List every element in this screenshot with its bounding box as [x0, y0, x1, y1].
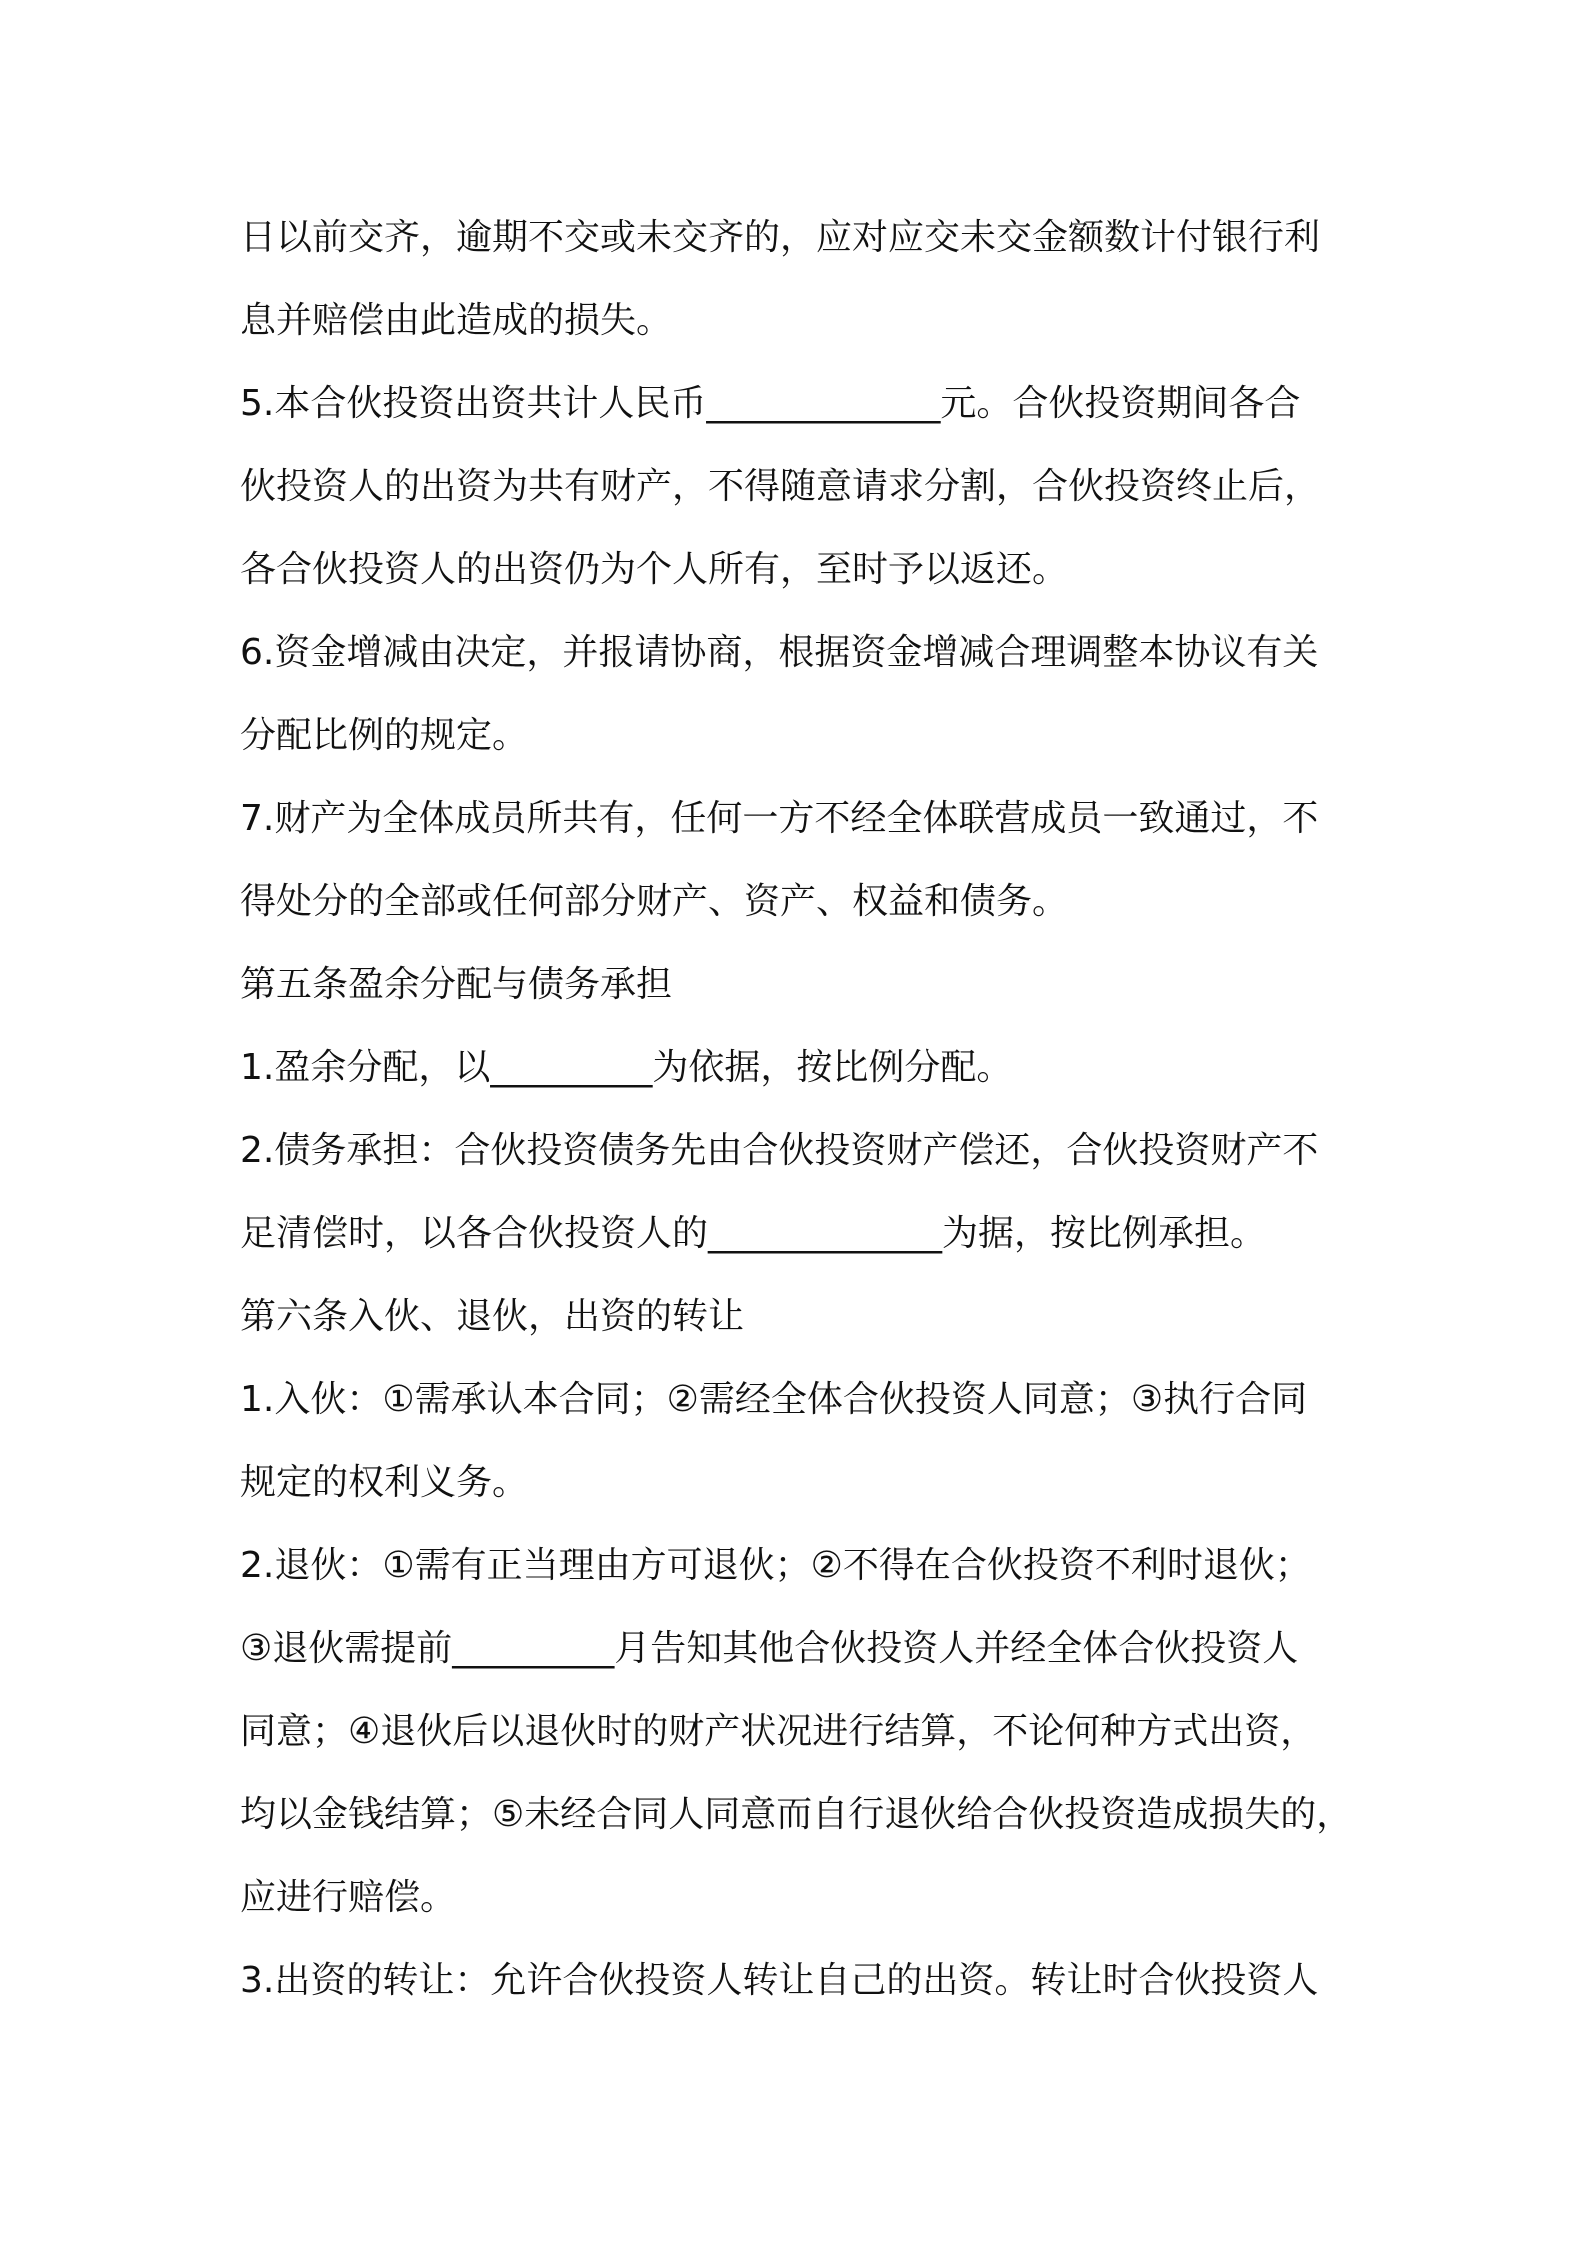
text-line-15: 1.入伙：①需承认本合同；②需经全体合伙投资人同意；③执行合同 — [240, 1379, 1308, 1420]
section-heading-6: 第六条入伙、退伙，出资的转让 — [240, 1296, 745, 1337]
text-line-7: 分配比例的规定。 — [240, 715, 529, 756]
text-line-11: 1.盈余分配，以_________为依据，按比例分配。 — [240, 1047, 1013, 1088]
text-line-8: 7.财产为全体成员所共有，任何一方不经全体联营成员一致通过，不 — [240, 798, 1319, 839]
text-line-19: 同意；④退伙后以退伙时的财产状况进行结算，不论何种方式出资， — [240, 1711, 1317, 1752]
text-line-17: 2.退伙：①需有正当理由方可退伙；②不得在合伙投资不利时退伙； — [240, 1545, 1311, 1586]
text-line-2: 息并赔偿由此造成的损失。 — [240, 300, 673, 341]
text-line-9: 得处分的全部或任何部分财产、资产、权益和债务。 — [240, 881, 1069, 922]
text-line-4: 伙投资人的出资为共有财产，不得随意请求分割，合伙投资终止后， — [240, 466, 1321, 507]
text-line-12: 2.债务承担：合伙投资债务先由合伙投资财产偿还，合伙投资财产不 — [240, 1130, 1319, 1171]
text-line-1: 日以前交齐，逾期不交或未交齐的，应对应交未交金额数计付银行利 — [240, 217, 1321, 258]
text-line-5: 各合伙投资人的出资仍为个人所有，至时予以返还。 — [240, 549, 1069, 590]
text-line-22: 3.出资的转让：允许合伙投资人转让自己的出资。转让时合伙投资人 — [240, 1960, 1319, 2001]
section-heading-5: 第五条盈余分配与债务承担 — [240, 964, 673, 1005]
text-line-20: 均以金钱结算；⑤未经合同人同意而自行退伙给合伙投资造成损失的， — [240, 1794, 1353, 1835]
text-line-21: 应进行赔偿。 — [240, 1877, 457, 1918]
text-line-13: 足清偿时，以各合伙投资人的_____________为据，按比例承担。 — [240, 1213, 1267, 1254]
text-line-18: ③退伙需提前_________月告知其他合伙投资人并经全体合伙投资人 — [240, 1628, 1299, 1669]
text-line-16: 规定的权利义务。 — [240, 1462, 529, 1503]
text-line-6: 6.资金增减由决定，并报请协商，根据资金增减合理调整本协议有关 — [240, 632, 1319, 673]
contract-text — [240, 196, 1370, 2022]
text-line-3: 5.本合伙投资出资共计人民币_____________元。合伙投资期间各合 — [240, 383, 1301, 424]
